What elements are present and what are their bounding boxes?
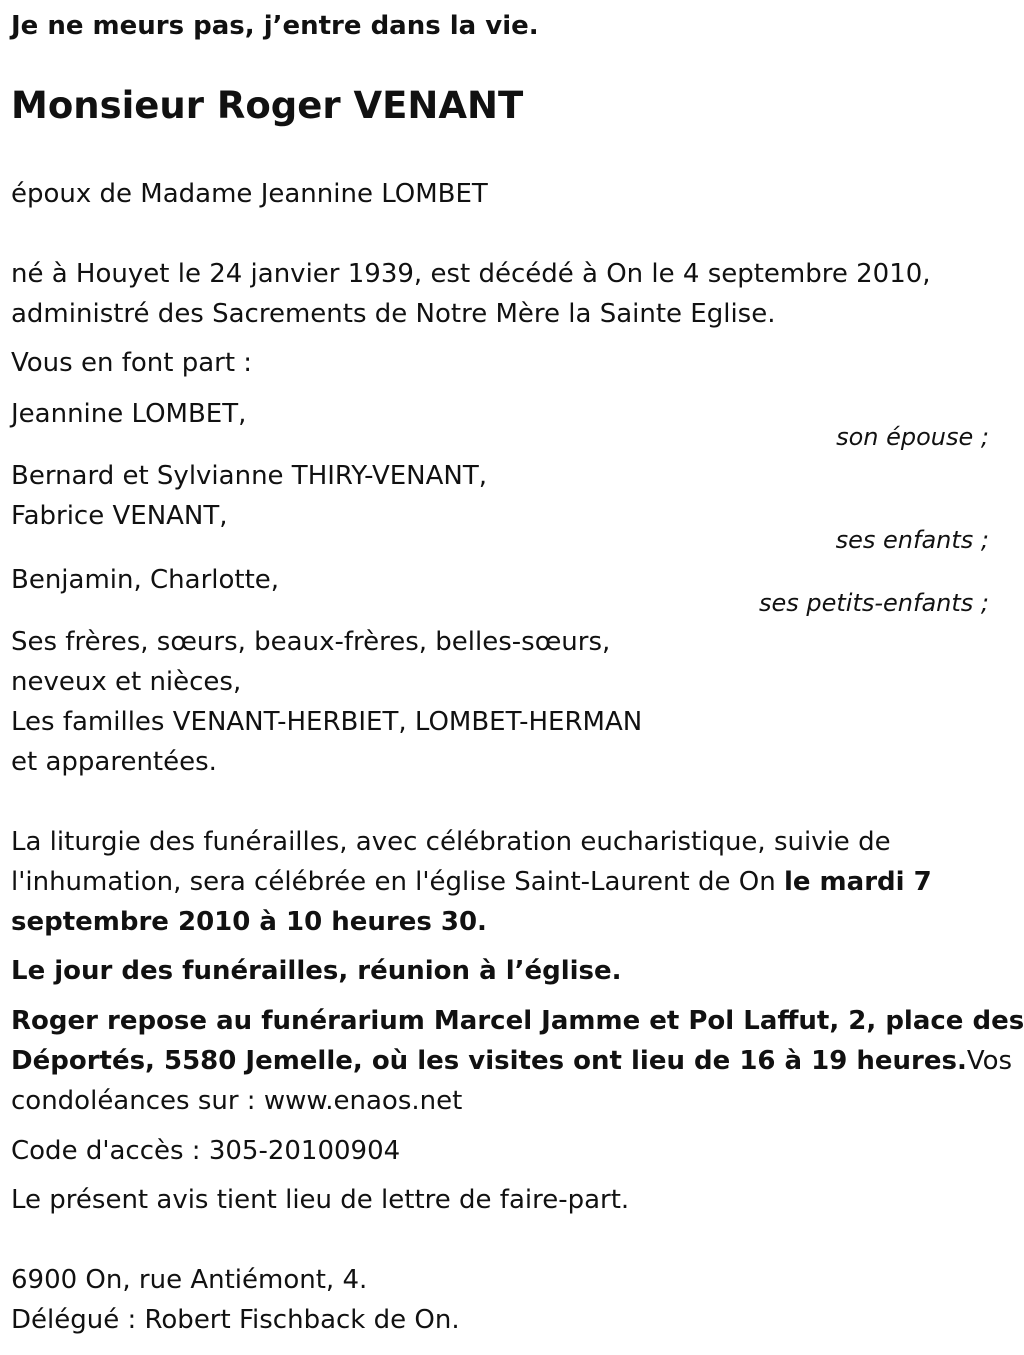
grandchildren-role: ses petits-enfants ; <box>758 589 989 617</box>
address-line: 6900 On, rue Antiémont, 4. <box>11 1265 368 1295</box>
other-relatives-line-4: et apparentées. <box>11 747 217 777</box>
child-2: Fabrice VENANT, <box>11 501 228 531</box>
access-code: Code d'accès : 305-20100904 <box>11 1136 401 1166</box>
liturgy-line-1: La liturgie des funérailles, avec célébration eucharistique, suivie de <box>11 827 891 857</box>
other-relatives-line-1: Ses frères, sœurs, beaux-frères, belles-sœurs, <box>11 627 611 657</box>
other-relatives-line-2: neveux et nièces, <box>11 667 242 697</box>
meeting-line: Le jour des funérailles, réunion à l’église. <box>11 956 622 986</box>
liturgy-line-3: septembre 2010 à 10 heures 30. <box>11 907 487 937</box>
other-relatives-line-3: Les familles VENANT-HERBIET, LOMBET-HERMAN <box>11 707 643 737</box>
notice-line: Le présent avis tient lieu de lettre de faire-part. <box>11 1185 630 1215</box>
spouse-line: époux de Madame Jeannine LOMBET <box>11 179 488 209</box>
rest-line-1: Roger repose au funérarium Marcel Jamme et Pol Laffut, 2, place des <box>11 1006 1024 1036</box>
rest-line-2-bold: Déportés, 5580 Jemelle, où les visites ont lieu de 16 à 19 heures. <box>11 1046 967 1076</box>
rest-line-2-text: Vos <box>966 1046 1013 1076</box>
birth-death-line-1: né à Houyet le 24 janvier 1939, est décédé à On le 4 septembre 2010, <box>11 259 931 289</box>
children-role: ses enfants ; <box>835 526 989 554</box>
rest-line-2 <box>11 1045 1012 1077</box>
delegate-line: Délégué : Robert Fischback de On. <box>11 1305 460 1335</box>
motto: Je ne meurs pas, j’entre dans la vie. <box>11 11 539 41</box>
deceased-name: Monsieur Roger VENANT <box>11 84 524 127</box>
liturgy-line-2 <box>11 866 932 898</box>
grandchildren: Benjamin, Charlotte, <box>11 565 280 595</box>
condolences-line: condoléances sur : www.enaos.net <box>11 1086 463 1116</box>
spouse-role: son épouse ; <box>836 423 989 451</box>
liturgy-line-2-text: l'inhumation, sera célébrée en l'église Saint-Laurent de On <box>11 867 784 897</box>
spouse-name: Jeannine LOMBET, <box>11 399 247 429</box>
announce-line: Vous en font part : <box>11 348 253 378</box>
liturgy-date-start: le mardi 7 <box>783 867 932 897</box>
child-1: Bernard et Sylvianne THIRY-VENANT, <box>11 461 488 491</box>
birth-death-line-2: administré des Sacrements de Notre Mère la Sainte Eglise. <box>11 299 776 329</box>
